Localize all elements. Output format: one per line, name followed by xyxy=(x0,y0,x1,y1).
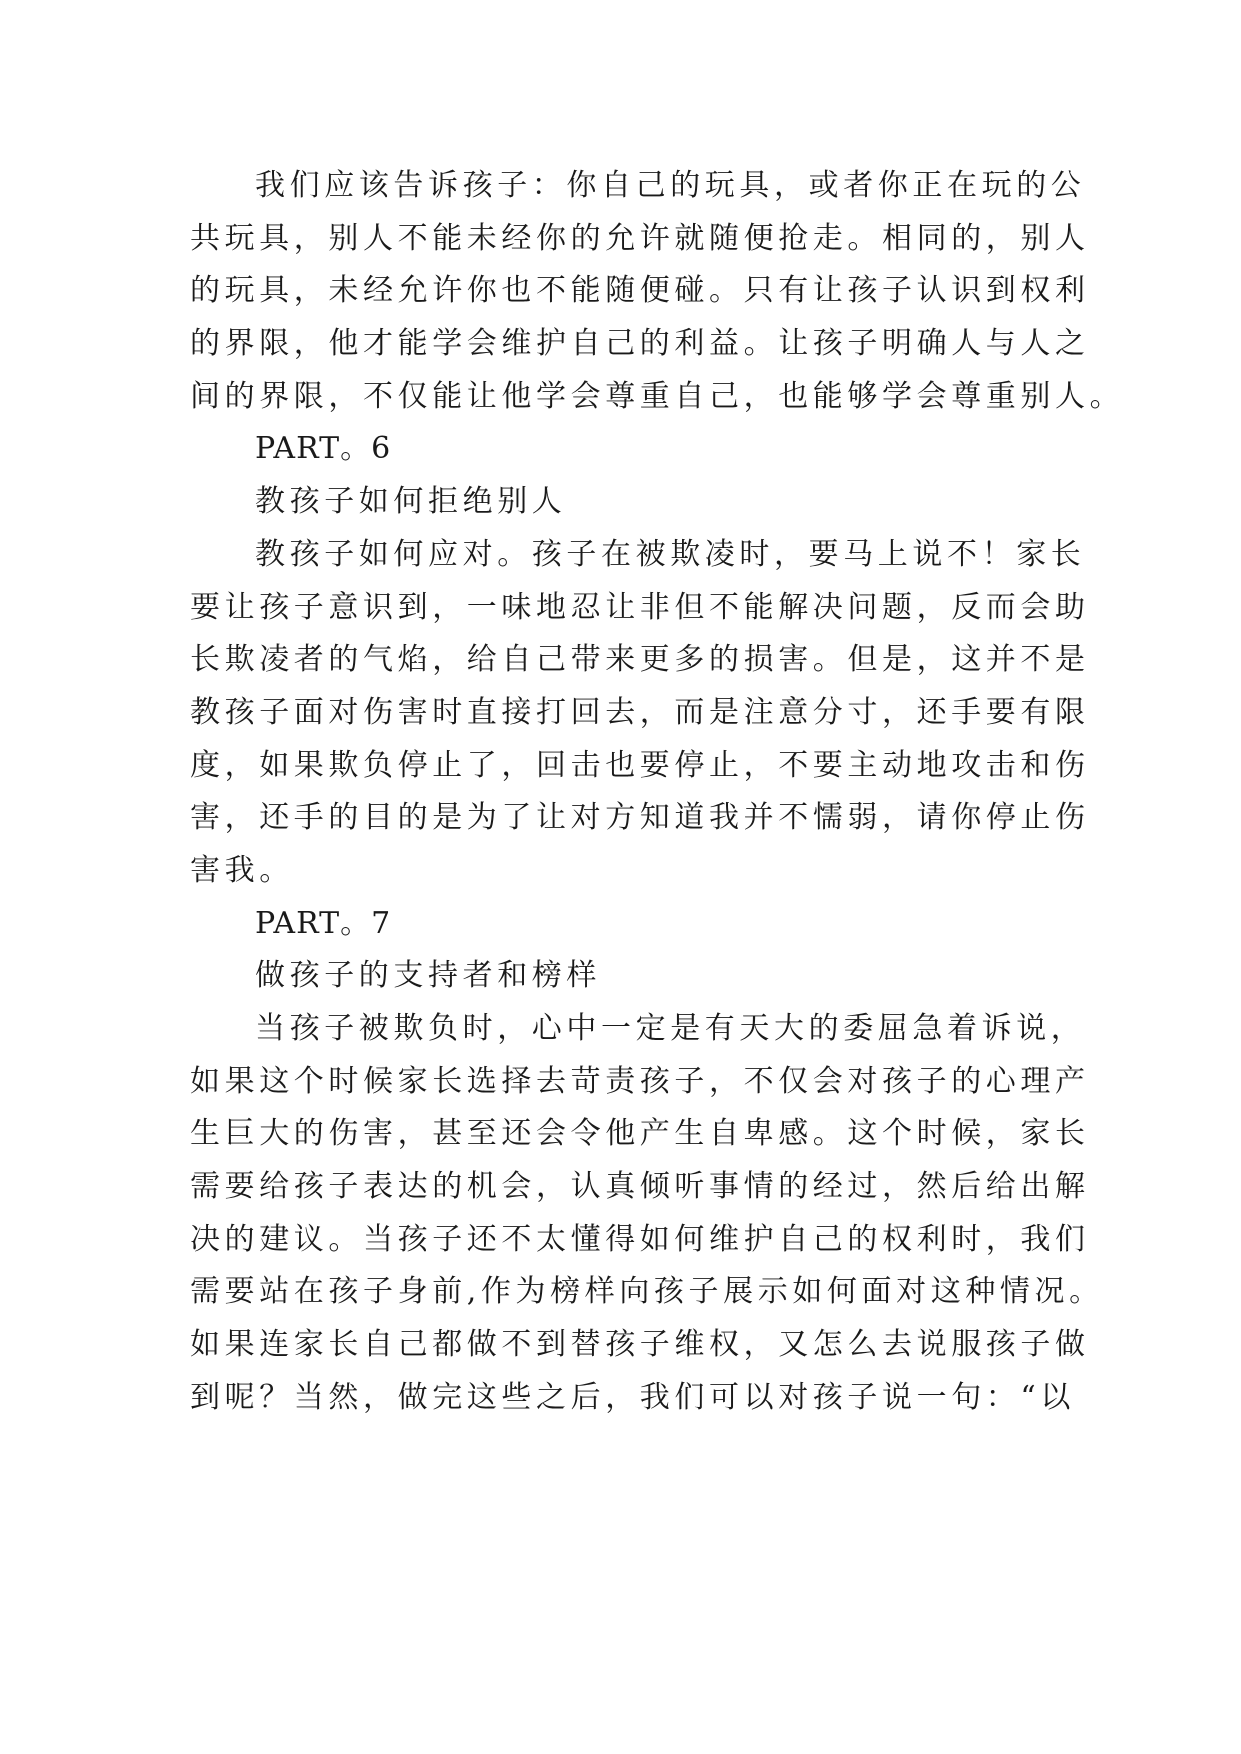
paragraph xyxy=(190,529,1090,898)
paragraph-line: 度，如果欺负停止了，回击也要停止，不要主动地攻击和伤 xyxy=(190,747,1090,783)
paragraph-line: 教孩子面对伤害时直接打回去，而是注意分寸，还手要有限 xyxy=(190,694,1090,730)
section-number: PART。6 xyxy=(255,431,392,467)
section-number: PART。7 xyxy=(255,905,392,941)
paragraph-line: 害，还手的目的是为了让对方知道我并不懦弱，请你停止伤 xyxy=(190,800,1090,836)
paragraph-line: 长欺凌者的气焰，给自己带来更多的损害。但是，这并不是 xyxy=(190,642,1090,678)
paragraph-line: 的玩具，未经允许你也不能随便碰。只有让孩子认识到权利 xyxy=(190,273,1090,309)
document-body xyxy=(190,160,1125,1425)
paragraph xyxy=(190,160,1125,423)
paragraph-line: 生巨大的伤害，甚至还会令他产生自卑感。这个时候，家长 xyxy=(190,1116,1090,1152)
paragraph-line: 要让孩子意识到，一味地忍让非但不能解决问题，反而会助 xyxy=(190,589,1090,625)
section-heading xyxy=(190,898,1070,951)
section-title xyxy=(190,476,1070,529)
paragraph-line: 间的界限，不仅能让他学会尊重自己，也能够学会尊重别人。 xyxy=(190,378,1125,414)
paragraph-line: 需要站在孩子身前,作为榜样向孩子展示如何面对这种情况。 xyxy=(190,1274,1104,1310)
paragraph-line: 如果连家长自己都做不到替孩子维权，又怎么去说服孩子做 xyxy=(190,1327,1090,1363)
paragraph-line: 教孩子如何应对。孩子在被欺凌时，要马上说不！家长 xyxy=(255,536,1086,572)
section-title-text: 做孩子的支持者和榜样 xyxy=(255,958,601,994)
paragraph-line: 决的建议。当孩子还不太懂得如何维护自己的权利时，我们 xyxy=(190,1221,1090,1257)
section-heading xyxy=(190,423,1070,476)
paragraph-line: 当孩子被欺负时，心中一定是有天大的委屈急着诉说， xyxy=(255,1011,1086,1046)
paragraph-line: 到呢？当然，做完这些之后，我们可以对孩子说一句：“以 xyxy=(190,1379,1075,1415)
section-title-text: 教孩子如何拒绝别人 xyxy=(255,484,567,520)
paragraph xyxy=(190,1003,1104,1425)
paragraph-line: 的界限，他才能学会维护自己的利益。让孩子明确人与人之 xyxy=(190,326,1090,362)
paragraph-line: 我们应该告诉孩子：你自己的玩具，或者你正在玩的公 xyxy=(255,168,1086,203)
paragraph-line: 共玩具，别人不能未经你的允许就随便抢走。相同的，别人 xyxy=(190,220,1090,256)
section-title xyxy=(190,950,1070,1003)
paragraph-line: 害我。 xyxy=(190,852,294,888)
paragraph-line: 需要给孩子表达的机会，认真倾听事情的经过，然后给出解 xyxy=(190,1169,1090,1205)
paragraph-line: 如果这个时候家长选择去苛责孩子，不仅会对孩子的心理产 xyxy=(190,1063,1090,1099)
